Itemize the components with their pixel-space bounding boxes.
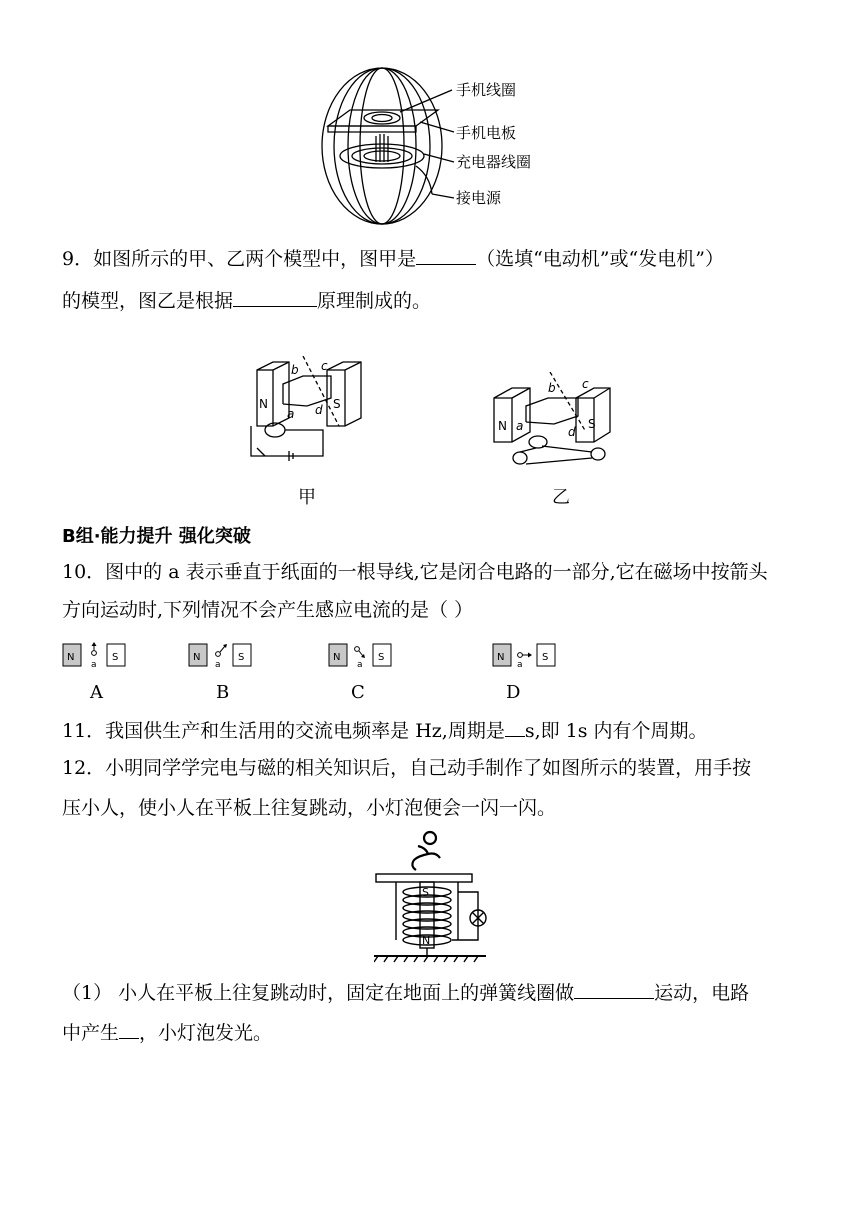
choice-a[interactable]: A xyxy=(90,682,103,703)
svg-text:N: N xyxy=(67,652,75,663)
choice-d[interactable]: D xyxy=(506,682,521,703)
generator-model-figure xyxy=(490,372,615,472)
svg-text:b: b xyxy=(291,363,299,377)
q10-figure-d xyxy=(492,642,556,670)
q12-line1: 12．小明同学学完电与磁的相关知识后，自己动手制作了如图所示的装置，用手按 xyxy=(62,757,752,779)
label-power-source: 接电源 xyxy=(456,189,502,207)
svg-text:c: c xyxy=(582,377,589,391)
svg-text:a: a xyxy=(357,660,363,670)
svg-text:S: S xyxy=(422,886,429,899)
caption-yi: 乙 xyxy=(552,487,570,508)
q9-blank-1[interactable] xyxy=(416,244,476,265)
q11-blank[interactable] xyxy=(505,716,525,737)
q12-sub1-line1: （1） 小人在平板上往复跳动时，固定在地面上的弹簧线圈做 运动，电路 xyxy=(62,978,749,1007)
choice-b[interactable]: B xyxy=(216,682,230,703)
svg-text:S: S xyxy=(588,417,596,431)
q10-line2: 方向运动时,下列情况不会产生感应电流的是（ ） xyxy=(62,599,474,621)
svg-text:d: d xyxy=(568,425,576,439)
svg-text:N: N xyxy=(422,934,431,947)
q9-blank-2[interactable] xyxy=(233,286,317,307)
svg-text:N: N xyxy=(259,397,268,411)
label-phone-battery: 手机电板 xyxy=(456,124,517,142)
svg-text:a: a xyxy=(287,407,295,421)
svg-text:a: a xyxy=(215,660,221,670)
svg-text:a: a xyxy=(91,660,97,670)
q11-line: 11．我国供生产和生活用的交流电频率是 Hz,周期是 s,即 1s 内有个周期。 xyxy=(62,716,708,745)
spring-coil-generator-figure xyxy=(374,830,500,968)
q10-figure-b xyxy=(188,642,252,670)
svg-text:S: S xyxy=(238,652,245,663)
q12-line2: 压小人，使小人在平板上往复跳动，小灯泡便会一闪一闪。 xyxy=(62,797,557,819)
motor-model-figure xyxy=(245,356,370,466)
svg-text:S: S xyxy=(333,397,341,411)
section-b-title: B组·能力提升 强化突破 xyxy=(62,526,251,547)
caption-jia: 甲 xyxy=(298,487,316,508)
svg-text:a: a xyxy=(517,660,523,670)
svg-text:b: b xyxy=(548,381,556,395)
svg-text:N: N xyxy=(497,652,505,663)
svg-text:S: S xyxy=(378,652,385,663)
svg-text:N: N xyxy=(193,652,201,663)
q12-sub1-line2: 中产生 ，小灯泡发光。 xyxy=(62,1018,272,1047)
q12-blank-2[interactable] xyxy=(119,1018,139,1039)
svg-text:N: N xyxy=(498,419,507,433)
label-charger-coil: 充电器线圈 xyxy=(456,153,532,171)
svg-text:S: S xyxy=(542,652,549,663)
label-phone-coil: 手机线圈 xyxy=(456,81,517,99)
svg-text:d: d xyxy=(315,403,323,417)
q9-line2: 的模型，图乙是根据 原理制成的。 xyxy=(62,286,431,315)
wireless-charger-figure xyxy=(320,66,540,230)
svg-text:a: a xyxy=(516,419,524,433)
q10-figure-a xyxy=(62,642,126,670)
q12-blank-1[interactable] xyxy=(574,978,654,999)
q10-line1: 10．图中的 a 表示垂直于纸面的一根导线,它是闭合电路的一部分,它在磁场中按箭头 xyxy=(62,561,768,583)
svg-text:c: c xyxy=(321,359,328,373)
svg-text:N: N xyxy=(333,652,341,663)
choice-c[interactable]: C xyxy=(351,682,365,703)
svg-text:S: S xyxy=(112,652,119,663)
q10-figure-c xyxy=(328,642,392,670)
q9-line1: 9．如图所示的甲、乙两个模型中，图甲是 （选填“电动机”或“发电机”） xyxy=(62,244,724,273)
